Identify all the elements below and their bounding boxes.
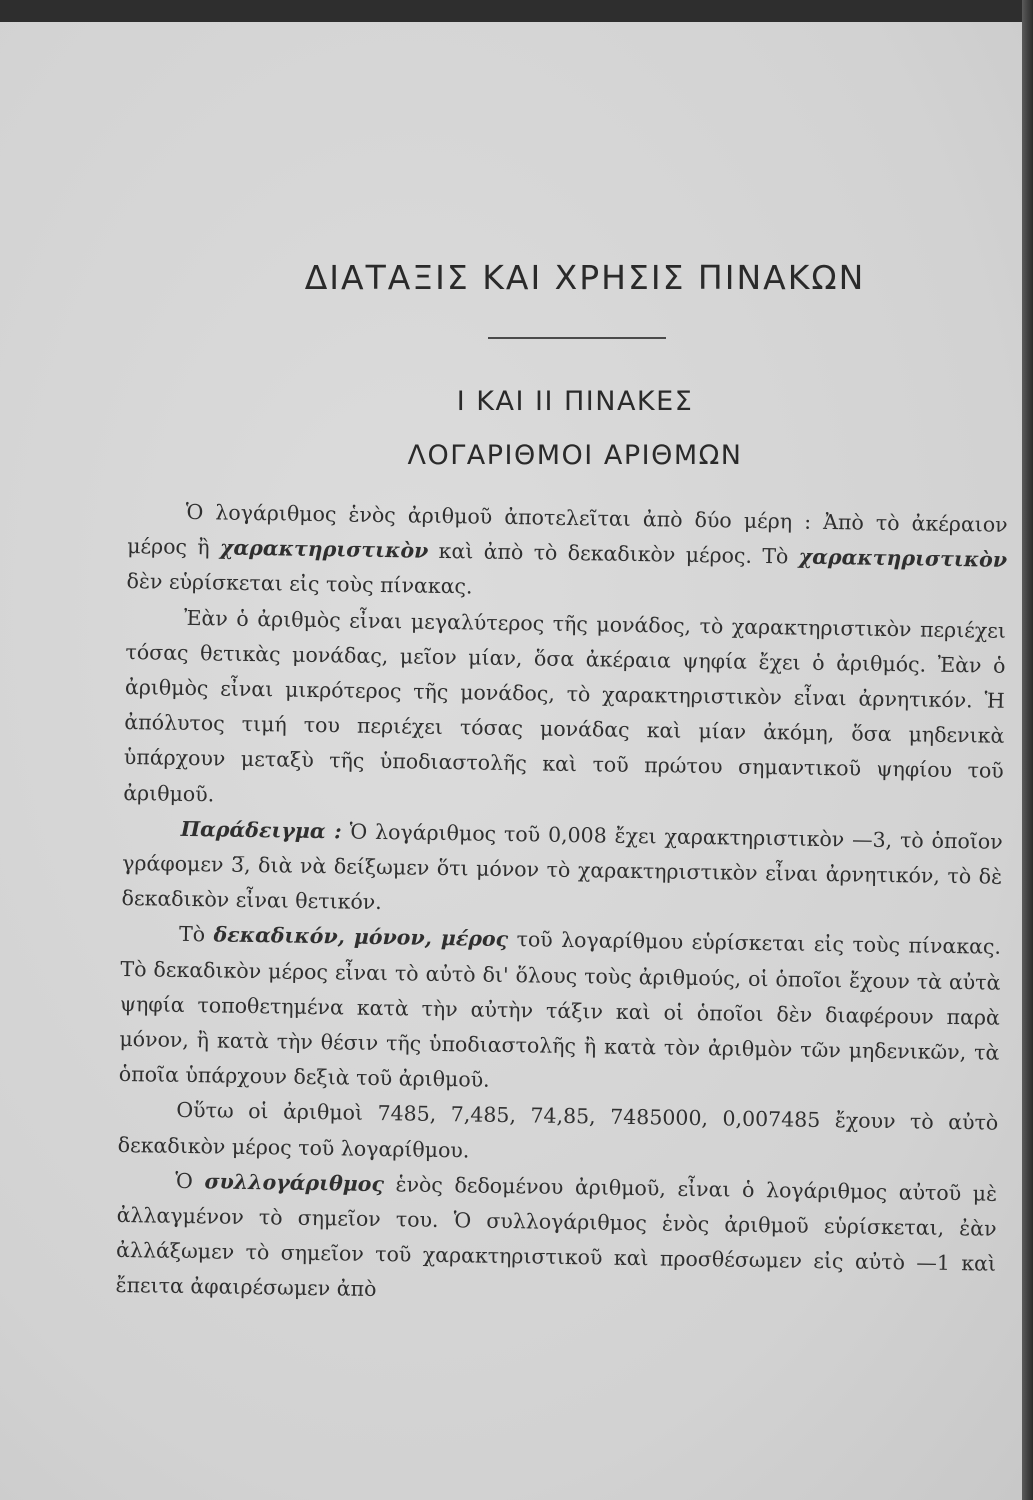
paragraph-1 (126, 494, 1008, 613)
paragraph-6 (115, 1163, 997, 1318)
scan-top-border (0, 0, 1033, 22)
paragraph-2: Ἐὰν ὁ ἀριθμὸς εἶναι μεγαλύτερος τῆς μονάδος, τὸ χαρακτηριστικὸν περιέχει τόσας θετικὰς μονάδας, μεῖον μίαν, ὅσα ἀκέραια ψηφία ἔχει ὁ ἀριθμός. Ἐὰν ὁ ἀριθμὸς εἶναι μικρότερος τῆς μονάδος, τὸ χαρακτηριστικὸν εἶναι ἀρνητικόν. Ἡ ἀπόλυτος τιμή του περιέχει τόσας μονάδας καὶ μίαν ἀκόμη, ὅσα μηδενικὰ ὑπάρχουν μεταξὺ τῆς ὑποδιαστολῆς καὶ τοῦ πρώτου σημαντικοῦ ψηφίου τοῦ ἀριθμοῦ. (123, 605, 1007, 807)
body-text (115, 494, 1008, 1317)
section-heading: ΛΟΓΑΡΙΘΜΟΙ ΑΡΙΘΜΩΝ (407, 440, 743, 471)
text-run: τοῦ λογαρίθμου εὑρίσκεται εἰς τοὺς πίνακας. Τὸ δεκαδικὸν μέρος εἶναι τὸ αὐτὸ δι' ὅλους τοὺς ἀριθμούς, οἱ ὁποῖοι ἔχουν τὰ αὐτὰ ψηφία τοποθετημένα κατὰ τὴν αὐτὴν τάξιν καὶ οἱ ὁποῖοι δὲν διαφέρουν παρὰ μόνον, ἢ κατὰ τὴν θέσιν τῆς ὑποδιαστολῆς ἢ κατὰ τὸν ἀριθμὸν τῶν μηδενικῶν, τὰ ὁποῖα ὑπάρχουν δεξιὰ τοῦ ἀριθμοῦ. (118, 927, 1002, 1093)
section-subtitle: Ι ΚΑΙ ΙΙ ΠΙΝΑΚΕΣ (456, 386, 694, 417)
text-run: καὶ ἀπὸ τὸ δεκαδικὸν μέρος. Τὸ (428, 538, 799, 569)
title-divider (488, 337, 666, 339)
emphasis-term: χαρακτηριστικὸν (798, 544, 1008, 573)
paragraph-5: Οὕτω οἱ ἀριθμοὶ 7485, 7,485, 74,85, 7485000, 0,007485 ἔχουν τὸ αὐτὸ δεκαδικὸν μέρος τοῦ λογαρίθμου. (117, 1098, 999, 1163)
emphasis-term: δεκαδικόν, μόνον, μέρος (213, 922, 509, 952)
page-title: ΔΙΑΤΑΞΙΣ ΚΑΙ ΧΡΗΣΙΣ ΠΙΝΑΚΩΝ (304, 258, 866, 297)
text-run: Ὁ (175, 1168, 205, 1194)
text-run: Τὸ (178, 922, 214, 947)
paragraph-4 (119, 916, 1002, 1106)
example-label: Παράδειγμα : (180, 816, 342, 844)
text-run: ἑνὸς δεδομένου ἀριθμοῦ, εἶναι ὁ λογάριθμος αὐτοῦ μὲ ἀλλαγμένον τὸ σημεῖον του. Ὁ συλλογάριθμος ἑνὸς ἀριθμοῦ εὑρίσκεται, ἐὰν ἀλλάξωμεν τὸ σημεῖον τοῦ χαρακτηριστικοῦ καὶ προσθέσωμεν εἰς αὐτὸ —1 καὶ ἔπειτα ἀφαιρέσωμεν ἀπὸ (115, 1171, 998, 1302)
text-run: δὲν εὑρίσκεται εἰς τοὺς πίνακας. (126, 569, 473, 599)
book-page (0, 22, 1022, 1500)
text-run: Ὁ λογάριθμος ἑνὸς ἀριθμοῦ ἀποτελεῖται ἀπὸ δύο μέρη : Ἀπὸ τὸ ἀκέραιον μέρος ἢ (126, 499, 1008, 560)
text-run: Ὁ λογάριθμος τοῦ 0,008 ἔχει χαρακτηριστικὸν —3, τὸ ὁποῖον γράφομεν 3̅, διὰ νὰ δείξωμεν ὅτι μόνον τὸ χαρακτηριστικὸν εἶναι ἀρνητικόν, τὸ δὲ δεκαδικὸν εἶναι θετικόν. (121, 819, 1003, 915)
paragraph-example (121, 811, 1003, 930)
emphasis-term: χαρακτηριστικὸν (219, 535, 429, 563)
scan-right-border (1022, 0, 1033, 1500)
emphasis-term: συλλογάριθμος (204, 1169, 385, 1196)
